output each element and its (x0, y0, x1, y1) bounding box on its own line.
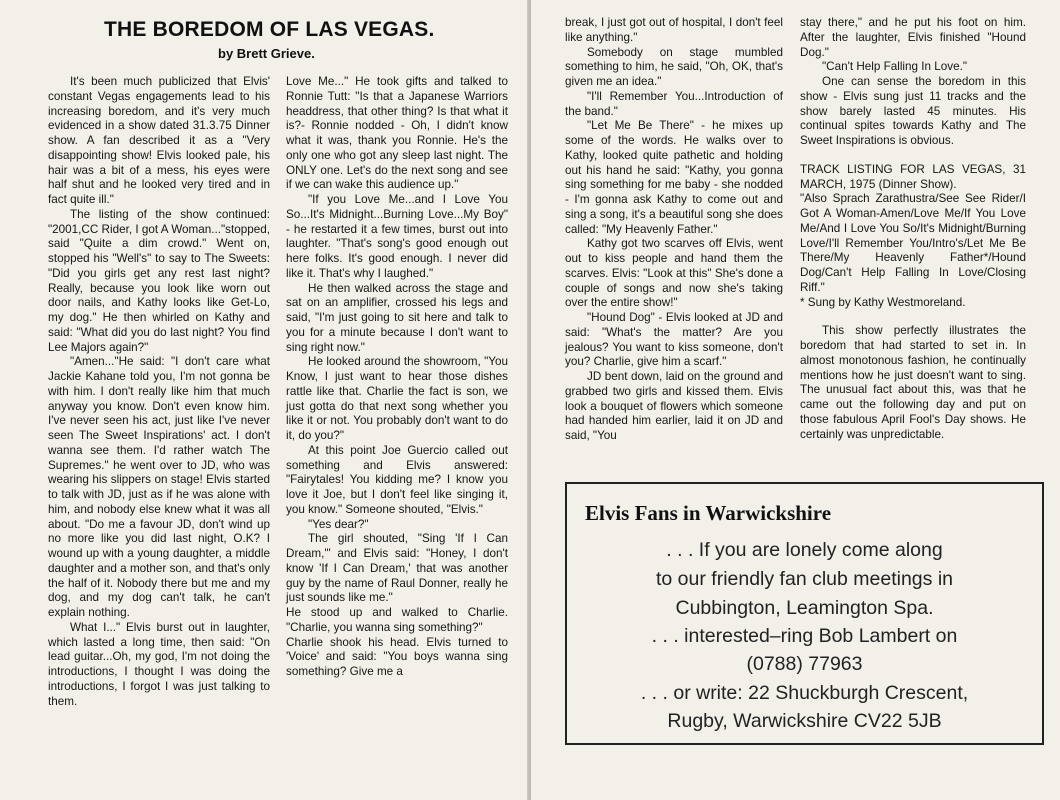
advert-line: . . . interested–ring Bob Lambert on (651, 625, 958, 647)
paragraph: At this point Joe Guercio called out something and Elvis answered: "Fairytales! You kidding me? I know you love it Joe, but I don't feel like singing it, you know." Someone shouted, "Elvis." (286, 443, 508, 516)
conclusion-paragraph: This show perfectly illustrates the boredom that had started to set in. In almost monotonous fashion, he continually mentions how he just doesn't want to sing. The unusual fact about this, was that he came out the following day and put on those fabulous April Fool's Day shows. He certainly was unpredictable. (800, 324, 1026, 441)
paragraph: Kathy got two scarves off Elvis, went out to kiss people and hand them the scarves. Elvis: "Look at this" She's done a couple of songs and now she's taking over the entire show!" (565, 237, 783, 310)
fan-club-advert (565, 482, 1044, 745)
paragraph: "Can't Help Falling In Love." (822, 60, 968, 74)
article-column-4 (800, 16, 1026, 442)
paragraph: What I..." Elvis burst out in laughter, which lasted a long time, then said: "On lead guitar...Oh, my god, I'm not doing the introductions, I thought I was doing the introductions, I forgot I was just talking to them. (48, 620, 270, 708)
advert-line: . . . If you are lonely come along (666, 539, 943, 561)
article-title: THE BOREDOM OF LAS VEGAS. (104, 18, 435, 41)
advert-line: to our friendly fan club meetings in (656, 568, 953, 590)
paragraph: "I'll Remember You...Introduction of the band." (565, 89, 783, 118)
advert-address: Rugby, Warwickshire CV22 5JB (667, 710, 942, 732)
article-column-1 (48, 75, 270, 709)
paragraph: "Yes dear?" (308, 517, 369, 531)
tracklist-heading: TRACK LISTING FOR LAS VEGAS, 31 MARCH, 1975 (Dinner Show). (800, 162, 1026, 191)
paragraph: "Amen..."He said: "I don't care what Jackie Kahane told you, I'm not gonna be with him. I don't really like him that much anyway you know. Don't even know him. I've never seen his act, just like I've never seen The Sweet Inspirations' act. I don't wanna see them. I'd rather watch The Supremes." he went over to JD, who was wearing his slippers on stage! Elvis started to talk with JD, just as if he was alone with him, and nobody else knew what it was all about. "Do me a favour JD, don't wind up no more like you did last night, O.K? I wound up with a young daughter, a middle daughter and a mother son, and that's only the half of it. Nobody there but me and my dog, and my dog can't talk, he can't explain nothing. (48, 355, 270, 619)
paragraph: The girl shouted, "Sing 'If I Can Dream,'" and Elvis said: "Honey, I don't know 'If I Can Dream,' that was another guy by the name of Raul Donner, really he just sounds like me." (286, 532, 508, 605)
advert-line: . . . or write: 22 Shuckburgh Crescent, (640, 682, 969, 704)
paragraph: He stood up and walked to Charlie. "Charlie, you wanna sing something?" (286, 606, 508, 634)
paragraph: Charlie shook his head. Elvis turned to 'Voice' and said: "You boys wanna sing something? Give me a (286, 635, 508, 678)
tracklist-note: * Sung by Kathy Westmoreland. (800, 295, 966, 309)
paragraph: He then walked across the stage and sat on an amplifier, crossed his legs and said, "I'm just going to sit here and talk to you for a minute because I don't want to sing right now." (286, 281, 508, 354)
paragraph: stay there," and he put his foot on him. After the laughter, Elvis finished "Hound Dog." (800, 16, 1026, 59)
paragraph: JD bent down, laid on the ground and grabbed two girls and kissed them. Elvis look a bouquet of flowers which someone had handed him earlier, laid it on JD and said, "You (565, 370, 783, 442)
left-page (0, 0, 529, 800)
paragraph: Love Me..." He took gifts and talked to Ronnie Tutt: "Is that a Japanese Warriors headdress, that other thing? Is that what it is?- Ronnie nodded - Oh, I didn't know what it was, thank you Ronnie. He's the only one who got any sleep last night. The ONLY one. Let's do the next song and see if we can wake this audience up." (286, 75, 508, 192)
paragraph: "Hound Dog" - Elvis looked at JD and said: "What's the matter? Are you jealous? You want to kiss someone, don't you? Charlie, give him a scarf." (565, 311, 783, 369)
paragraph: He looked around the showroom, "You Know, I just want to hear those dishes rattle like that. Charlie the fact is son, we just gotta do that next song whether you like it or not. You probably don't want to do it, do you?" (286, 355, 508, 442)
advert-heading: Elvis Fans in Warwickshire (585, 501, 832, 525)
advert-line: Cubbington, Leamington Spa. (675, 597, 934, 619)
paragraph: "Let Me Be There" - he mixes up some of the words. He walks over to Kathy, looked quite pathetic and holding out his hand he said: "Kathy, you gonna sing something for me baby - she nodded - I'm gonna ask Kathy to come out and sing a song, it's a beautiful song she does called: "My Heavenly Father." (565, 119, 783, 236)
right-page (531, 0, 1060, 800)
article-column-2 (286, 75, 508, 680)
paragraph: The listing of the show continued: "2001,CC Rider, I got A Woman..."stopped, said "Quite a dim crowd." Went on, stopped his "Well's" to say to The Sweets: "Did you girls get any rest last night? Really, because you look like worn out door nails, and Kathy looks like Get-Lo, my dog." He then whirled on Kathy and said: "What did you do last night? You find Lee Majors again?" (48, 207, 270, 354)
paragraph: Somebody on stage mumbled something to him, he said, "Oh, OK, that's given me an idea." (565, 45, 783, 88)
paragraph: One can sense the boredom in this show - Elvis sung just 11 tracks and the show barely lasted 45 minutes. His continual spites towards Kathy and The Sweet Inspirations is obvious. (800, 75, 1026, 147)
advert-phone: (0788) 77963 (746, 653, 863, 675)
paragraph: It's been much publicized that Elvis' constant Vegas engagements lead to his increasing boredom, and it's very much evidenced in a show dated 31.3.75 Dinner show. A fan described it as a "Very disappointing show! Elvis looked pale, his hair was a bit of a mess, his eyes were half shut and he looked very tired and in fact quite ill." (48, 75, 270, 206)
article-byline: by Brett Grieve. (218, 46, 315, 61)
paragraph: break, I just got out of hospital, I don't feel like anything." (565, 16, 783, 44)
paragraph: "If you Love Me...and I Love You So...It's Midnight...Burning Love...My Boy" - he restarted it a few times, burst out into laughter. "That's song's good enough out here folks. It's good enough. I never did like it. That's why I laughed." (286, 193, 508, 280)
tracklist: "Also Sprach Zarathustra/See See Rider/I Got A Woman-Amen/Love Me/If You Love Me/And I Love You So/It's Midnight/Burning Love/I'll Remember You/Intro's/Let Me Be There/My Heavenly Father*/Hound Dog/Can't Help Falling In Love/Closing Riff." (800, 192, 1026, 294)
article-column-3 (565, 16, 783, 444)
